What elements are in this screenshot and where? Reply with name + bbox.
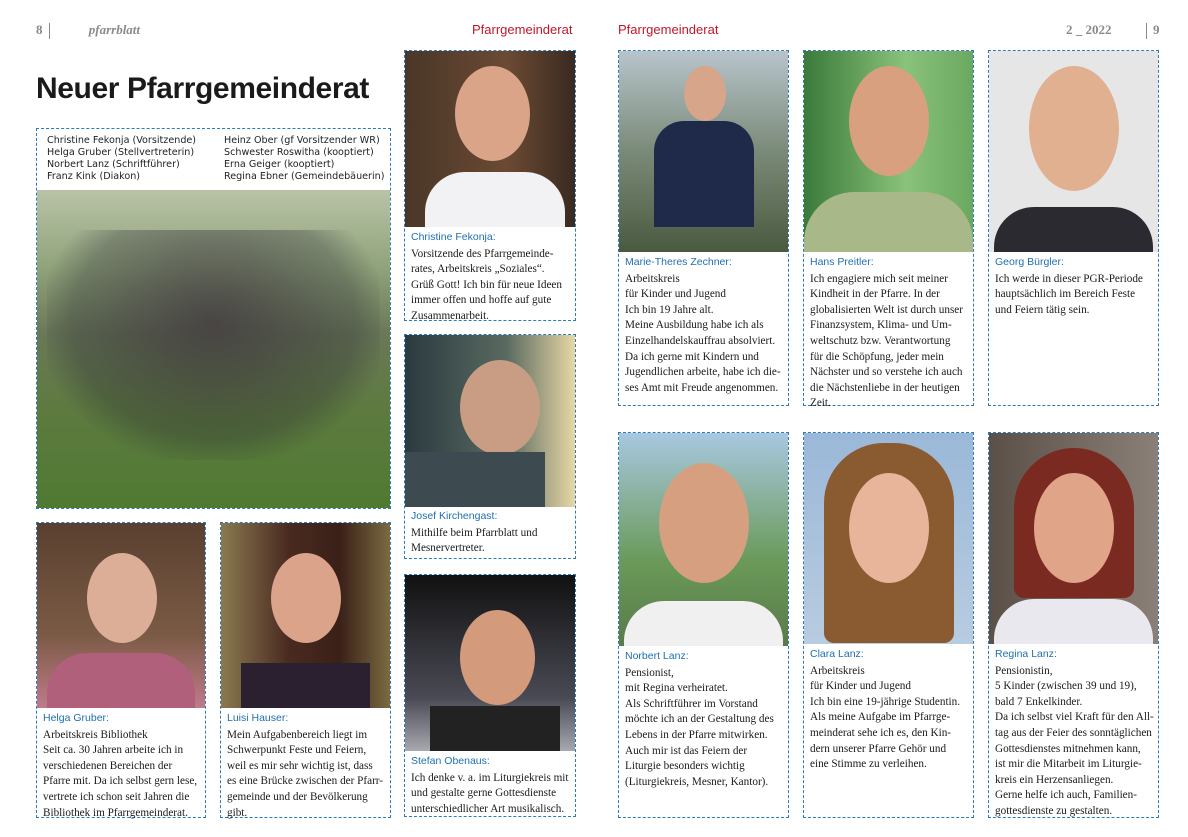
portrait-photo [221, 523, 390, 708]
profile-card [803, 432, 974, 818]
person-name: Hans Preitler: [810, 256, 874, 268]
portrait-photo [619, 433, 788, 646]
divider [49, 23, 50, 39]
profile-card [618, 432, 789, 818]
group-photo-card [36, 128, 391, 509]
member: Christine Fekonja (Vorsitzende) [47, 135, 197, 146]
profile-card [36, 522, 206, 818]
portrait-photo [619, 51, 788, 252]
profile-card [404, 334, 576, 559]
person-description: Ich werde in dieser PGR-Periode hauptsächlich im Bereich Feste und Feiern tätig sein. [995, 272, 1143, 316]
person-description: Ich engagiere mich seit meiner Kindheit in der Pfarre. In der globalisierten Welt ist durch unser Finanzsystem, Klima- und Um- weltschutz bzw. Verantwortung für die Schöpfung, jeder mein Nächster und so verstehe ich auch die Nächstenliebe in der heutigen Zeit. [810, 272, 963, 410]
page-number-left: 8 [36, 22, 43, 37]
page-title: Neuer Pfarrgemeinderat [36, 72, 369, 105]
person-name: Luisi Hauser: [227, 712, 289, 724]
section-title-left: Pfarrgemeinderat [472, 22, 573, 37]
issue-number: 2 _ 2022 [1066, 22, 1112, 37]
person-name: Georg Bürgler: [995, 256, 1064, 268]
person-name: Josef Kirchengast: [411, 510, 498, 522]
divider [1146, 23, 1147, 39]
member: Heinz Ober (gf Vorsitzender WR) [224, 135, 380, 146]
profile-card [803, 50, 974, 410]
person-name: Marie-Theres Zechner: [625, 256, 732, 268]
card-text [625, 649, 784, 790]
profile-card [220, 522, 391, 818]
person-description: Arbeitskreis für Kinder und Jugend Ich bin 19 Jahre alt. Meine Ausbildung habe ich als Einzelhandelskauffrau absolviert. Da ich gerne mit Kindern und Jugendlichen arbeite, habe ich die- ses Amt mit Freude angenommen. [625, 272, 781, 394]
member: Schwester Roswitha (kooptiert) [224, 147, 374, 158]
card-text [995, 255, 1154, 318]
person-name: Norbert Lanz: [625, 650, 689, 662]
person-description: Mithilfe beim Pfarrblatt und Mesnervertreter. [411, 526, 538, 555]
person-description: Mein Aufgabenbereich liegt im Schwerpunkt Feste und Feiern, weil es mir sehr wichtig ist, dass es eine Brücke zwischen der Pfarr- gemeinde und der Bevölkerung gibt. [227, 728, 384, 819]
person-description: Arbeitskreis Bibliothek Seit ca. 30 Jahren arbeite ich in verschiedenen Bereichen der Pfarre mit. Da ich selbst gern lese, vertrete ich schon seit Jahren die Bibliothek im Pfarrgemeinderat. [43, 728, 198, 819]
person-name: Helga Gruber: [43, 712, 109, 724]
person-name: Stefan Obenaus: [411, 755, 490, 767]
member: Helga Gruber (Stellvertreterin) [47, 147, 195, 158]
person-name: Clara Lanz: [810, 648, 864, 660]
left-page-header [36, 22, 140, 39]
profile-card [404, 50, 576, 321]
profile-card [988, 50, 1159, 406]
section-title-right: Pfarrgemeinderat [618, 22, 719, 37]
card-text [810, 255, 969, 412]
group-photo [37, 190, 390, 508]
page-number-right: 9 [1153, 22, 1160, 37]
member: Erna Geiger (kooptiert) [224, 159, 335, 170]
card-text [43, 711, 201, 821]
card-text [411, 509, 571, 557]
profile-card [618, 50, 789, 406]
right-page-header [1140, 22, 1160, 39]
member: Regina Ebner (Gemeindebäuerin) [224, 171, 385, 182]
member: Franz Kink (Diakon) [47, 171, 141, 182]
profile-card [988, 432, 1159, 818]
publication-name: pfarrblatt [88, 22, 141, 37]
portrait-photo [989, 433, 1158, 644]
person-name: Christine Fekonja: [411, 231, 496, 243]
card-text [625, 255, 784, 396]
member: Norbert Lanz (Schriftführer) [47, 159, 180, 170]
person-name: Regina Lanz: [995, 648, 1057, 660]
portrait-photo [405, 51, 575, 227]
card-text [411, 754, 571, 817]
card-text [995, 647, 1154, 820]
person-description: Pensionistin, 5 Kinder (zwischen 39 und 19), bald 7 Enkelkinder. Da ich selbst viel Kraft für den All- tag aus der Feier des sonntäglichen Gottesdienstes mitnehmen kann, ist mir die Mitarbeit im Liturgie- kreis ein Herzensanliegen. Gerne helfe ich auch, Familien- gottesdienste zu gestalten. [995, 664, 1154, 817]
person-description: Arbeitskreis für Kinder und Jugend Ich bin eine 19-jährige Studentin. Als meine Aufgabe im Pfarrge- meinderat sehe ich es, den Kin- dern unserer Pfarre Gehör und eine Stimme zu verleihen. [810, 664, 961, 771]
portrait-photo [405, 575, 575, 751]
card-text [227, 711, 386, 821]
portrait-photo [989, 51, 1158, 252]
person-description: Ich denke v. a. im Liturgiekreis mit und gestalte gerne Gottesdienste unterschiedlicher Art musikalisch. [411, 771, 569, 815]
portrait-photo [804, 433, 973, 644]
card-text [411, 230, 571, 325]
person-description: Pensionist, mit Regina verheiratet. Als Schriftführer im Vorstand möchte ich an der Gestaltung des Lebens in der Pfarre mitwirken. Auch mir ist das Feiern der Liturgie besonders wichtig (Liturgiekreis, Mesner, Kantor). [625, 666, 774, 788]
portrait-photo [804, 51, 973, 252]
card-text [810, 647, 969, 773]
portrait-photo [405, 335, 575, 507]
person-description: Vorsitzende des Pfarrgemeinde- rates, Arbeitskreis „Soziales“. Grüß Gott! Ich bin für neue Ideen immer offen und hoffe auf gute Zusammenarbeit. [411, 247, 562, 322]
profile-card [404, 574, 576, 817]
portrait-photo [37, 523, 205, 708]
